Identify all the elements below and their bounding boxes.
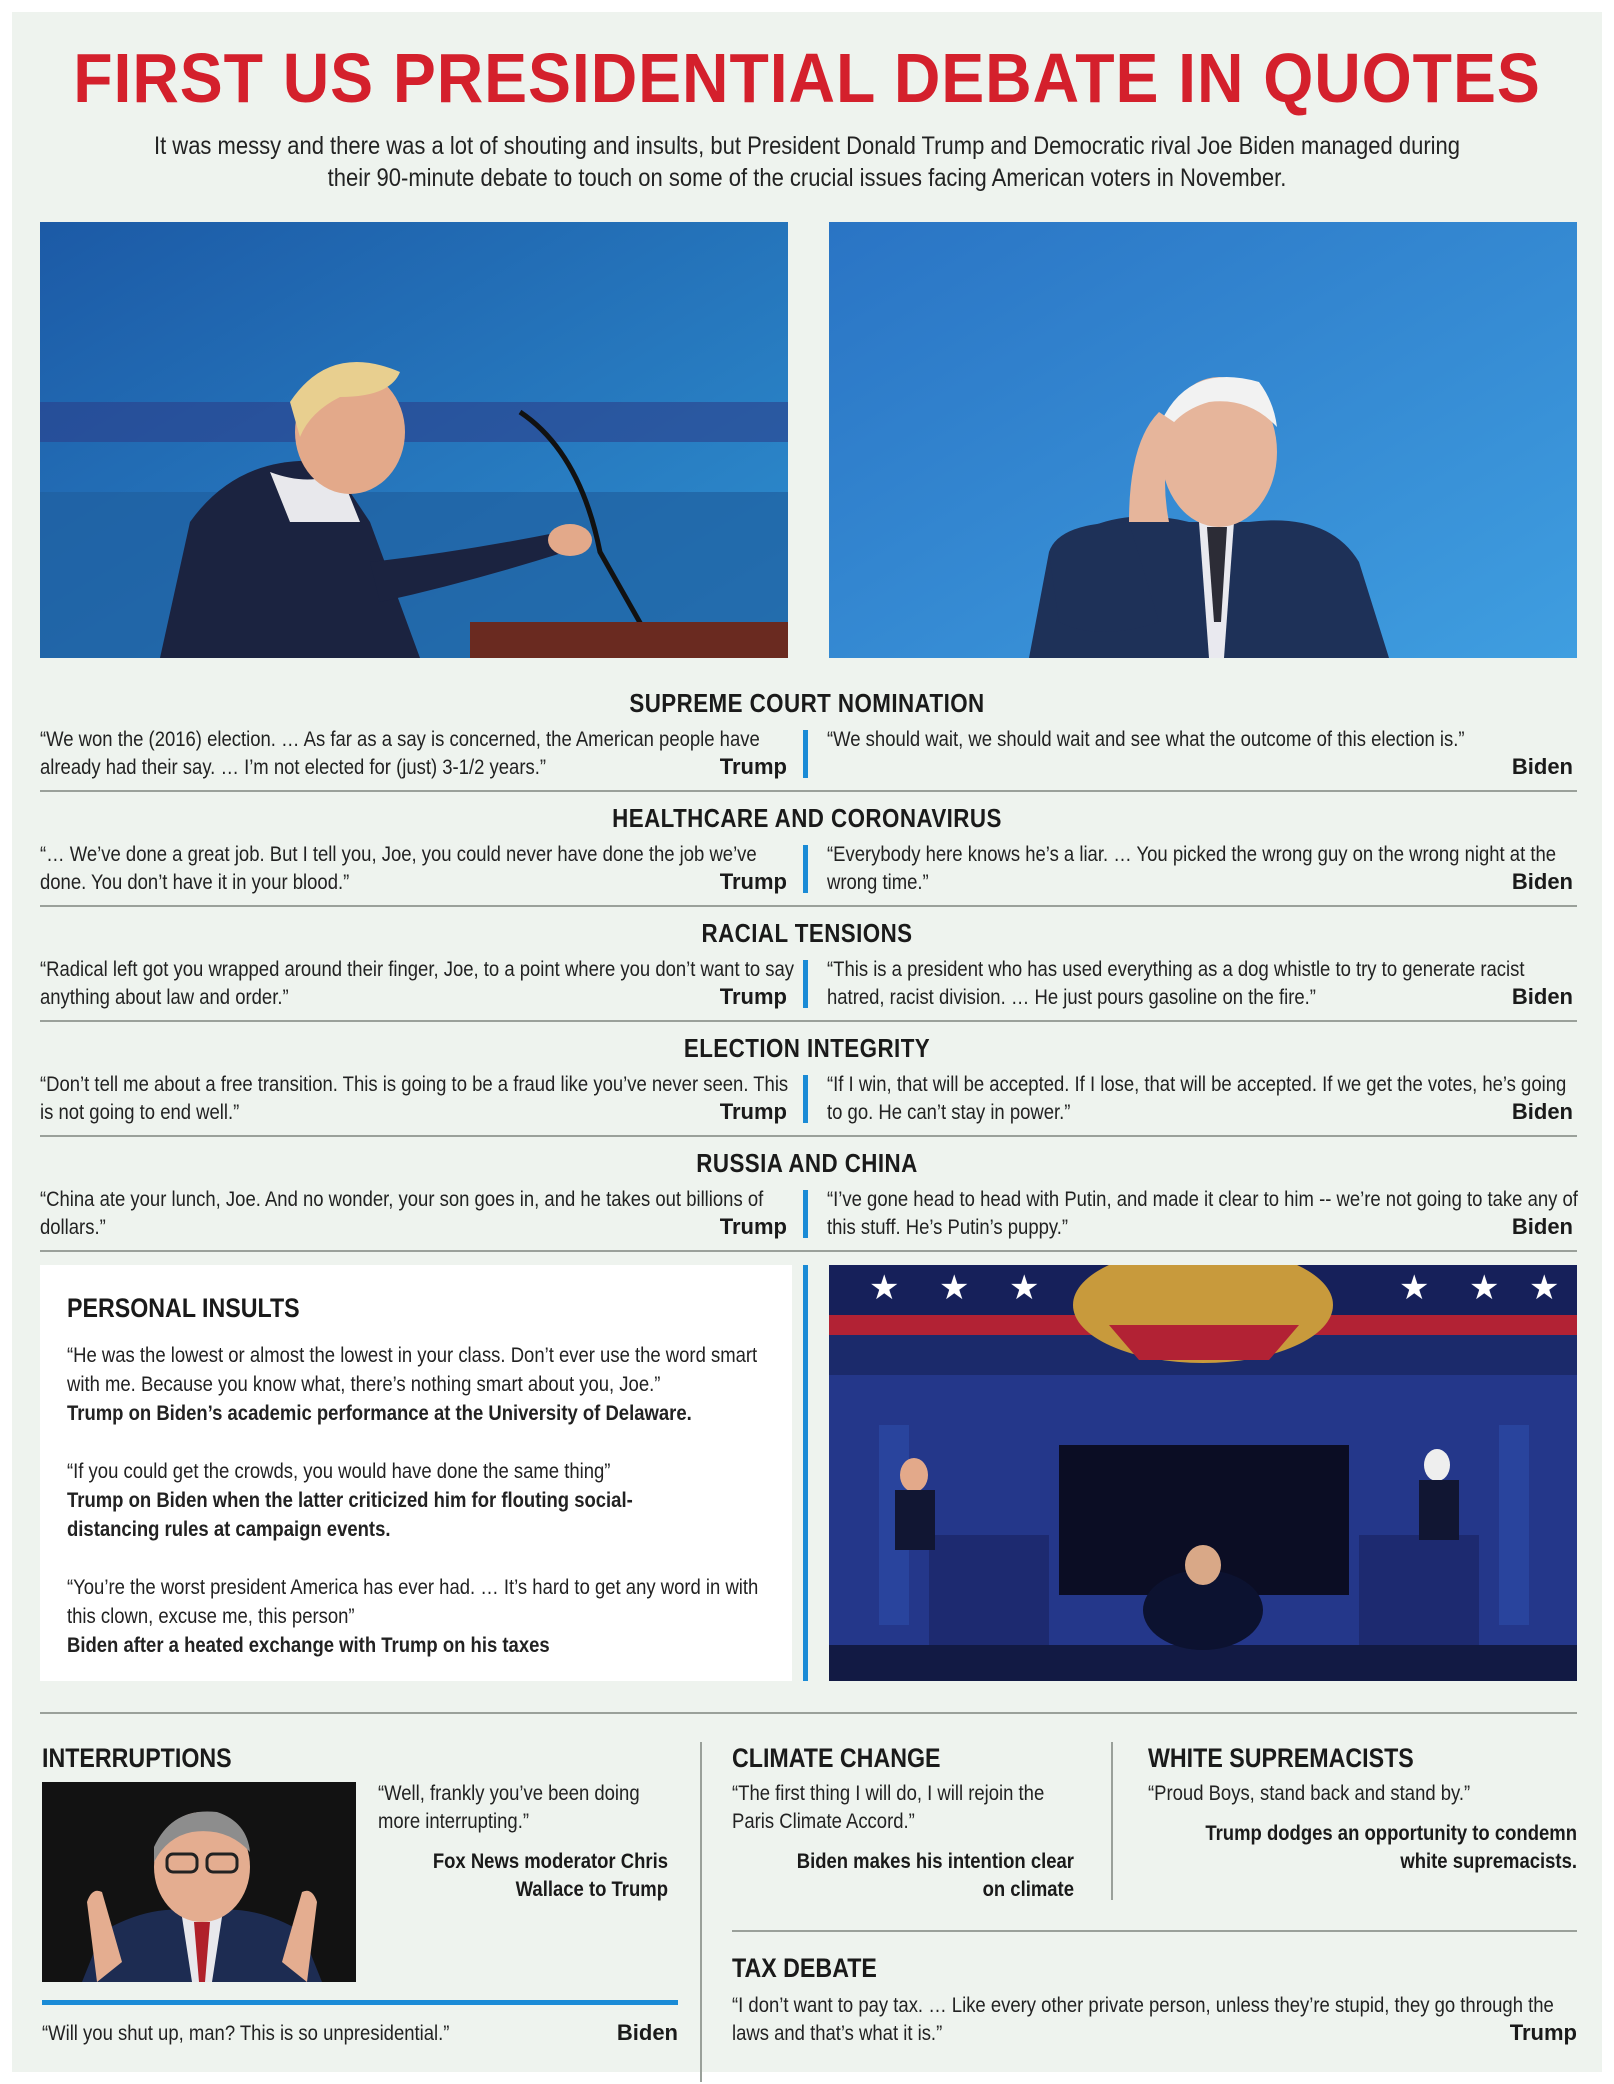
- section-left-quote: “Radical left got you wrapped around their finger, Joe, to a point where you don’t want to say anything about law and order.”: [40, 958, 795, 1009]
- interruptions-attribution: Fox News moderator Chris Wallace to Trump: [432, 1850, 668, 1901]
- section-left-quote: “… We’ve done a great job. But I tell you, Joe, you could never have done the job we’ve done. You don’t have it in your blood.”: [40, 843, 757, 894]
- column-divider: [1111, 1742, 1113, 1900]
- divider-bar: [803, 1265, 808, 1681]
- svg-text:★: ★: [1529, 1269, 1560, 1307]
- interruptions-bottom-quote: “Will you shut up, man? This is so unpresidential.”: [42, 2022, 450, 2045]
- chris-wallace-photo: [42, 1782, 356, 1982]
- tax-debate-heading: TAX DEBATE: [732, 1953, 877, 1983]
- column-divider: [700, 1742, 702, 2082]
- divider-bar: [803, 1075, 808, 1123]
- insult-quote: “He was the lowest or almost the lowest in your class. Don’t ever use the word smart with me. Because you know what, there’s nothing smart about you, Joe.”: [67, 1344, 758, 1396]
- intro-paragraph: It was messy and there was a lot of shouting and insults, but President Donald Trump and Democratic rival Joe Biden managed during their 90-minute debate to touch on some of the crucial issues facing American voters in November.: [153, 132, 1461, 192]
- insult-attribution: Biden after a heated exchange with Trump on his taxes: [67, 1634, 550, 1657]
- section-left-quote: “China ate your lunch, Joe. And no wonder, your son goes in, and he takes out billions of dollars.”: [40, 1188, 764, 1239]
- personal-insults-heading: PERSONAL INSULTS: [67, 1293, 300, 1323]
- section-right-quote: “If I win, that will be accepted. If I lose, that will be accepted. If we get the votes, he’s going to go. He can’t stay in power.”: [827, 1073, 1567, 1124]
- tax-debate-speaker: Trump: [1509, 2020, 1577, 2045]
- climate-change-heading: CLIMATE CHANGE: [732, 1743, 941, 1773]
- tax-debate-quote: “I don’t want to pay tax. … Like every other private person, unless they’re stupid, they go through the laws and that’s what it is.”: [732, 1994, 1554, 2045]
- white-supremacists-attribution: Trump dodges an opportunity to condemn white supremacists.: [1205, 1822, 1577, 1873]
- section-heading-election-integrity: ELECTION INTEGRITY: [683, 1033, 931, 1063]
- divider-bar: [803, 960, 808, 1008]
- trump-photo: [40, 222, 788, 658]
- section-right-speaker: Biden: [1511, 1099, 1573, 1124]
- section-right-speaker: Biden: [1511, 984, 1573, 1009]
- section-left-speaker: Trump: [719, 754, 787, 779]
- section-divider: [40, 1712, 1577, 1714]
- svg-text:★: ★: [1009, 1269, 1040, 1307]
- insult-quote: “If you could get the crowds, you would have done the same thing”: [67, 1460, 611, 1483]
- insult-attribution: Trump on Biden’s academic performance at the University of Delaware.: [67, 1402, 692, 1425]
- section-divider: [40, 1135, 1577, 1137]
- divider-bar: [803, 730, 808, 778]
- insult-quote: “You’re the worst president America has ever had. … It’s hard to get any word in with this clown, excuse me, this person”: [67, 1576, 759, 1628]
- section-right-quote: “Everybody here knows he’s a liar. … You picked the wrong guy on the wrong night at the wrong time.”: [827, 843, 1557, 894]
- section-heading-russia-china: RUSSIA AND CHINA: [696, 1148, 918, 1178]
- interruptions-blue-line: [42, 2000, 678, 2005]
- section-divider: [732, 1930, 1577, 1932]
- biden-photo: [829, 222, 1577, 658]
- section-divider: [40, 1020, 1577, 1022]
- white-supremacists-heading: WHITE SUPREMACISTS: [1148, 1743, 1414, 1773]
- section-right-speaker: Biden: [1511, 1214, 1573, 1239]
- white-supremacists-quote: “Proud Boys, stand back and stand by.”: [1148, 1782, 1471, 1805]
- climate-change-attribution: Biden makes his intention clear on climate: [796, 1850, 1074, 1901]
- page-title: FIRST US PRESIDENTIAL DEBATE IN QUOTES: [73, 39, 1541, 117]
- divider-bar: [803, 1190, 808, 1238]
- section-left-speaker: Trump: [719, 1099, 787, 1124]
- section-heading-supreme-court: SUPREME COURT NOMINATION: [629, 688, 985, 718]
- interruptions-bottom-speaker: Biden: [616, 2020, 678, 2045]
- section-divider: [40, 905, 1577, 907]
- section-left-speaker: Trump: [719, 1214, 787, 1239]
- debate-stage-photo: [829, 1265, 1577, 1681]
- svg-text:★: ★: [939, 1269, 970, 1307]
- interruptions-quote: “Well, frankly you’ve been doing more interrupting.”: [378, 1782, 640, 1833]
- section-right-quote: “I’ve gone head to head with Putin, and made it clear to him -- we’re not going to take any of this stuff. He’s Putin’s puppy.”: [827, 1188, 1578, 1239]
- section-left-quote: “Don’t tell me about a free transition. This is going to be a fraud like you’ve never seen. This is not going to end well.”: [40, 1073, 789, 1124]
- section-heading-healthcare: HEALTHCARE AND CORONAVIRUS: [612, 803, 1002, 833]
- section-left-quote: “We won the (2016) election. … As far as a say is concerned, the American people have already had their say. … I’m not elected for (just) 3-1/2 years.”: [40, 728, 760, 779]
- svg-text:★: ★: [869, 1269, 900, 1307]
- section-divider: [40, 790, 1577, 792]
- section-right-speaker: Biden: [1511, 754, 1573, 779]
- section-left-speaker: Trump: [719, 984, 787, 1009]
- section-divider: [40, 1250, 1577, 1252]
- interruptions-heading: INTERRUPTIONS: [42, 1743, 232, 1773]
- svg-text:★: ★: [1469, 1269, 1500, 1307]
- section-right-quote: “We should wait, we should wait and see what the outcome of this election is.”: [827, 728, 1465, 751]
- divider-bar: [803, 845, 808, 893]
- insult-attribution: Trump on Biden when the latter criticized him for flouting social-distancing rules at campaign events.: [67, 1489, 633, 1541]
- climate-change-quote: “The first thing I will do, I will rejoin the Paris Climate Accord.”: [732, 1782, 1045, 1833]
- section-left-speaker: Trump: [719, 869, 787, 894]
- section-heading-racial-tensions: RACIAL TENSIONS: [701, 918, 913, 948]
- section-right-speaker: Biden: [1511, 869, 1573, 894]
- svg-text:★: ★: [1399, 1269, 1430, 1307]
- section-right-quote: “This is a president who has used everything as a dog whistle to try to generate racist hatred, racist division. … He just pours gasoline on the fire.”: [827, 958, 1525, 1009]
